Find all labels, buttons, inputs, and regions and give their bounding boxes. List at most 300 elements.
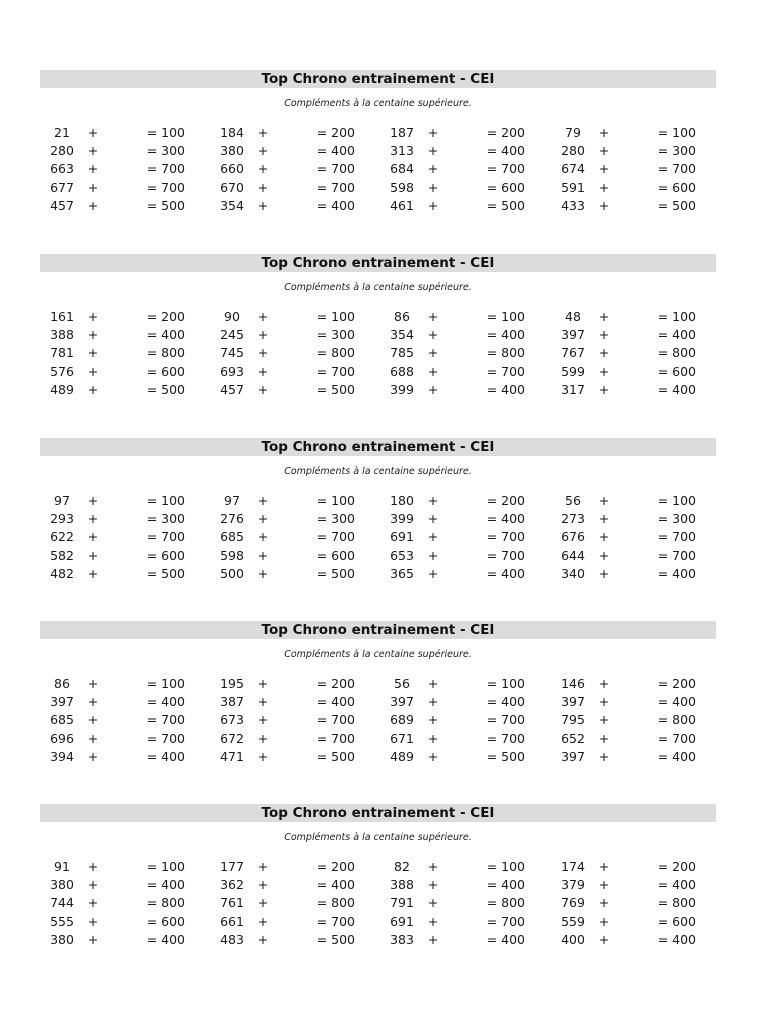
start-number: 399 bbox=[390, 511, 414, 526]
start-number: 769 bbox=[561, 895, 585, 910]
target-hundred: = 100 bbox=[486, 676, 525, 691]
plus-sign: + bbox=[257, 694, 269, 709]
start-number: 97 bbox=[224, 493, 240, 508]
exercise-row bbox=[40, 913, 716, 931]
target-hundred: = 800 bbox=[146, 895, 185, 910]
start-number: 761 bbox=[220, 895, 244, 910]
target-hundred: = 100 bbox=[146, 859, 185, 874]
start-number: 394 bbox=[50, 749, 74, 764]
section-subtitle: Compléments à la centaine supérieure. bbox=[284, 466, 472, 477]
exercise-row bbox=[40, 711, 716, 729]
plus-sign: + bbox=[87, 345, 99, 360]
start-number: 397 bbox=[561, 694, 585, 709]
target-hundred: = 400 bbox=[316, 143, 355, 158]
target-hundred: = 400 bbox=[146, 877, 185, 892]
target-hundred: = 600 bbox=[146, 364, 185, 379]
plus-sign: + bbox=[598, 749, 610, 764]
plus-sign: + bbox=[598, 712, 610, 727]
start-number: 653 bbox=[390, 548, 414, 563]
exercise-section bbox=[40, 438, 716, 584]
target-hundred: = 400 bbox=[486, 511, 525, 526]
target-hundred: = 500 bbox=[486, 198, 525, 213]
start-number: 90 bbox=[224, 309, 240, 324]
plus-sign: + bbox=[87, 364, 99, 379]
start-number: 97 bbox=[54, 493, 70, 508]
target-hundred: = 200 bbox=[146, 309, 185, 324]
target-hundred: = 700 bbox=[486, 712, 525, 727]
target-hundred: = 600 bbox=[146, 914, 185, 929]
exercise-row bbox=[40, 160, 716, 178]
section-title: Top Chrono entrainement - CEI bbox=[40, 621, 716, 639]
target-hundred: = 500 bbox=[146, 382, 185, 397]
plus-sign: + bbox=[598, 511, 610, 526]
plus-sign: + bbox=[257, 309, 269, 324]
plus-sign: + bbox=[427, 914, 439, 929]
plus-sign: + bbox=[257, 161, 269, 176]
start-number: 380 bbox=[220, 143, 244, 158]
section-title: Top Chrono entrainement - CEI bbox=[40, 438, 716, 456]
start-number: 693 bbox=[220, 364, 244, 379]
start-number: 388 bbox=[390, 877, 414, 892]
target-hundred: = 500 bbox=[316, 382, 355, 397]
section-title: Top Chrono entrainement - CEI bbox=[40, 804, 716, 822]
target-hundred: = 400 bbox=[486, 566, 525, 581]
section-subtitle: Compléments à la centaine supérieure. bbox=[284, 98, 472, 109]
start-number: 676 bbox=[561, 529, 585, 544]
plus-sign: + bbox=[427, 493, 439, 508]
exercise-row bbox=[40, 547, 716, 565]
start-number: 791 bbox=[390, 895, 414, 910]
target-hundred: = 500 bbox=[657, 198, 696, 213]
target-hundred: = 500 bbox=[486, 749, 525, 764]
exercise-row bbox=[40, 197, 716, 215]
plus-sign: + bbox=[257, 859, 269, 874]
start-number: 383 bbox=[390, 932, 414, 947]
plus-sign: + bbox=[87, 548, 99, 563]
target-hundred: = 700 bbox=[146, 529, 185, 544]
start-number: 674 bbox=[561, 161, 585, 176]
start-number: 317 bbox=[561, 382, 585, 397]
start-number: 387 bbox=[220, 694, 244, 709]
plus-sign: + bbox=[598, 932, 610, 947]
target-hundred: = 100 bbox=[316, 309, 355, 324]
target-hundred: = 500 bbox=[316, 932, 355, 947]
target-hundred: = 100 bbox=[657, 493, 696, 508]
start-number: 400 bbox=[561, 932, 585, 947]
start-number: 457 bbox=[220, 382, 244, 397]
plus-sign: + bbox=[257, 731, 269, 746]
plus-sign: + bbox=[87, 895, 99, 910]
target-hundred: = 300 bbox=[146, 143, 185, 158]
start-number: 684 bbox=[390, 161, 414, 176]
plus-sign: + bbox=[598, 895, 610, 910]
start-number: 79 bbox=[565, 125, 581, 140]
plus-sign: + bbox=[427, 198, 439, 213]
start-number: 781 bbox=[50, 345, 74, 360]
plus-sign: + bbox=[598, 493, 610, 508]
plus-sign: + bbox=[427, 180, 439, 195]
target-hundred: = 700 bbox=[486, 731, 525, 746]
start-number: 483 bbox=[220, 932, 244, 947]
plus-sign: + bbox=[598, 161, 610, 176]
target-hundred: = 400 bbox=[657, 932, 696, 947]
start-number: 688 bbox=[390, 364, 414, 379]
exercise-row bbox=[40, 894, 716, 912]
target-hundred: = 100 bbox=[657, 125, 696, 140]
target-hundred: = 800 bbox=[316, 345, 355, 360]
target-hundred: = 100 bbox=[486, 859, 525, 874]
start-number: 582 bbox=[50, 548, 74, 563]
exercise-grid bbox=[40, 308, 716, 400]
target-hundred: = 700 bbox=[316, 712, 355, 727]
target-hundred: = 400 bbox=[486, 382, 525, 397]
plus-sign: + bbox=[427, 895, 439, 910]
exercise-row bbox=[40, 363, 716, 381]
target-hundred: = 700 bbox=[657, 161, 696, 176]
target-hundred: = 100 bbox=[486, 309, 525, 324]
start-number: 56 bbox=[394, 676, 410, 691]
plus-sign: + bbox=[598, 309, 610, 324]
plus-sign: + bbox=[87, 309, 99, 324]
plus-sign: + bbox=[87, 859, 99, 874]
start-number: 696 bbox=[50, 731, 74, 746]
target-hundred: = 700 bbox=[486, 914, 525, 929]
target-hundred: = 700 bbox=[146, 161, 185, 176]
target-hundred: = 300 bbox=[657, 511, 696, 526]
target-hundred: = 400 bbox=[486, 877, 525, 892]
plus-sign: + bbox=[87, 198, 99, 213]
target-hundred: = 400 bbox=[657, 877, 696, 892]
exercise-section bbox=[40, 70, 716, 216]
start-number: 673 bbox=[220, 712, 244, 727]
plus-sign: + bbox=[427, 731, 439, 746]
start-number: 184 bbox=[220, 125, 244, 140]
start-number: 174 bbox=[561, 859, 585, 874]
target-hundred: = 600 bbox=[657, 364, 696, 379]
plus-sign: + bbox=[87, 712, 99, 727]
plus-sign: + bbox=[427, 345, 439, 360]
section-subtitle: Compléments à la centaine supérieure. bbox=[284, 649, 472, 660]
target-hundred: = 100 bbox=[657, 309, 696, 324]
plus-sign: + bbox=[427, 161, 439, 176]
plus-sign: + bbox=[257, 676, 269, 691]
target-hundred: = 400 bbox=[657, 749, 696, 764]
plus-sign: + bbox=[257, 566, 269, 581]
plus-sign: + bbox=[598, 914, 610, 929]
exercise-row bbox=[40, 142, 716, 160]
start-number: 397 bbox=[561, 749, 585, 764]
plus-sign: + bbox=[598, 198, 610, 213]
start-number: 397 bbox=[561, 327, 585, 342]
target-hundred: = 700 bbox=[316, 529, 355, 544]
start-number: 661 bbox=[220, 914, 244, 929]
target-hundred: = 700 bbox=[657, 529, 696, 544]
start-number: 795 bbox=[561, 712, 585, 727]
exercise-grid bbox=[40, 858, 716, 950]
target-hundred: = 400 bbox=[486, 143, 525, 158]
start-number: 461 bbox=[390, 198, 414, 213]
plus-sign: + bbox=[427, 309, 439, 324]
start-number: 86 bbox=[394, 309, 410, 324]
target-hundred: = 600 bbox=[316, 548, 355, 563]
start-number: 489 bbox=[390, 749, 414, 764]
start-number: 685 bbox=[50, 712, 74, 727]
start-number: 598 bbox=[220, 548, 244, 563]
exercise-row bbox=[40, 381, 716, 399]
start-number: 457 bbox=[50, 198, 74, 213]
start-number: 652 bbox=[561, 731, 585, 746]
plus-sign: + bbox=[87, 125, 99, 140]
start-number: 380 bbox=[50, 932, 74, 947]
exercise-row bbox=[40, 675, 716, 693]
start-number: 670 bbox=[220, 180, 244, 195]
target-hundred: = 700 bbox=[316, 731, 355, 746]
target-hundred: = 800 bbox=[146, 345, 185, 360]
plus-sign: + bbox=[87, 511, 99, 526]
target-hundred: = 700 bbox=[486, 548, 525, 563]
target-hundred: = 200 bbox=[657, 676, 696, 691]
plus-sign: + bbox=[87, 493, 99, 508]
start-number: 56 bbox=[565, 493, 581, 508]
exercise-row bbox=[40, 344, 716, 362]
plus-sign: + bbox=[598, 382, 610, 397]
plus-sign: + bbox=[257, 712, 269, 727]
plus-sign: + bbox=[87, 161, 99, 176]
target-hundred: = 400 bbox=[316, 198, 355, 213]
start-number: 745 bbox=[220, 345, 244, 360]
start-number: 671 bbox=[390, 731, 414, 746]
plus-sign: + bbox=[598, 859, 610, 874]
plus-sign: + bbox=[257, 493, 269, 508]
target-hundred: = 500 bbox=[316, 566, 355, 581]
start-number: 161 bbox=[50, 309, 74, 324]
target-hundred: = 300 bbox=[316, 511, 355, 526]
target-hundred: = 800 bbox=[316, 895, 355, 910]
target-hundred: = 400 bbox=[657, 327, 696, 342]
start-number: 146 bbox=[561, 676, 585, 691]
target-hundred: = 800 bbox=[657, 345, 696, 360]
section-subtitle: Compléments à la centaine supérieure. bbox=[284, 282, 472, 293]
start-number: 672 bbox=[220, 731, 244, 746]
exercise-row bbox=[40, 565, 716, 583]
plus-sign: + bbox=[427, 364, 439, 379]
start-number: 354 bbox=[390, 327, 414, 342]
start-number: 482 bbox=[50, 566, 74, 581]
target-hundred: = 600 bbox=[146, 548, 185, 563]
plus-sign: + bbox=[427, 382, 439, 397]
target-hundred: = 800 bbox=[657, 895, 696, 910]
plus-sign: + bbox=[427, 143, 439, 158]
target-hundred: = 700 bbox=[486, 161, 525, 176]
start-number: 362 bbox=[220, 877, 244, 892]
exercise-row bbox=[40, 510, 716, 528]
plus-sign: + bbox=[427, 511, 439, 526]
exercise-row bbox=[40, 528, 716, 546]
target-hundred: = 400 bbox=[486, 932, 525, 947]
start-number: 365 bbox=[390, 566, 414, 581]
start-number: 48 bbox=[565, 309, 581, 324]
plus-sign: + bbox=[87, 566, 99, 581]
plus-sign: + bbox=[87, 877, 99, 892]
plus-sign: + bbox=[427, 749, 439, 764]
start-number: 177 bbox=[220, 859, 244, 874]
start-number: 559 bbox=[561, 914, 585, 929]
plus-sign: + bbox=[257, 529, 269, 544]
start-number: 86 bbox=[54, 676, 70, 691]
plus-sign: + bbox=[598, 345, 610, 360]
start-number: 380 bbox=[50, 877, 74, 892]
start-number: 21 bbox=[54, 125, 70, 140]
plus-sign: + bbox=[257, 345, 269, 360]
target-hundred: = 400 bbox=[146, 749, 185, 764]
start-number: 180 bbox=[390, 493, 414, 508]
exercise-row bbox=[40, 931, 716, 949]
plus-sign: + bbox=[257, 548, 269, 563]
plus-sign: + bbox=[257, 382, 269, 397]
plus-sign: + bbox=[598, 364, 610, 379]
exercise-row bbox=[40, 326, 716, 344]
plus-sign: + bbox=[257, 914, 269, 929]
target-hundred: = 200 bbox=[657, 859, 696, 874]
section-title: Top Chrono entrainement - CEI bbox=[40, 254, 716, 272]
plus-sign: + bbox=[598, 125, 610, 140]
start-number: 744 bbox=[50, 895, 74, 910]
start-number: 280 bbox=[561, 143, 585, 158]
start-number: 313 bbox=[390, 143, 414, 158]
target-hundred: = 800 bbox=[486, 895, 525, 910]
target-hundred: = 700 bbox=[316, 161, 355, 176]
start-number: 340 bbox=[561, 566, 585, 581]
exercise-row bbox=[40, 693, 716, 711]
start-number: 685 bbox=[220, 529, 244, 544]
target-hundred: = 300 bbox=[146, 511, 185, 526]
plus-sign: + bbox=[427, 712, 439, 727]
target-hundred: = 200 bbox=[316, 125, 355, 140]
start-number: 576 bbox=[50, 364, 74, 379]
start-number: 555 bbox=[50, 914, 74, 929]
start-number: 660 bbox=[220, 161, 244, 176]
start-number: 500 bbox=[220, 566, 244, 581]
plus-sign: + bbox=[257, 198, 269, 213]
plus-sign: + bbox=[427, 676, 439, 691]
plus-sign: + bbox=[87, 327, 99, 342]
plus-sign: + bbox=[427, 125, 439, 140]
target-hundred: = 800 bbox=[657, 712, 696, 727]
target-hundred: = 500 bbox=[146, 566, 185, 581]
start-number: 691 bbox=[390, 914, 414, 929]
target-hundred: = 100 bbox=[316, 493, 355, 508]
plus-sign: + bbox=[598, 877, 610, 892]
start-number: 245 bbox=[220, 327, 244, 342]
start-number: 677 bbox=[50, 180, 74, 195]
target-hundred: = 700 bbox=[657, 731, 696, 746]
plus-sign: + bbox=[257, 364, 269, 379]
target-hundred: = 600 bbox=[657, 180, 696, 195]
start-number: 388 bbox=[50, 327, 74, 342]
target-hundred: = 400 bbox=[486, 327, 525, 342]
plus-sign: + bbox=[598, 676, 610, 691]
target-hundred: = 200 bbox=[486, 125, 525, 140]
exercise-row bbox=[40, 876, 716, 894]
start-number: 379 bbox=[561, 877, 585, 892]
plus-sign: + bbox=[427, 327, 439, 342]
start-number: 767 bbox=[561, 345, 585, 360]
plus-sign: + bbox=[427, 932, 439, 947]
target-hundred: = 200 bbox=[486, 493, 525, 508]
section-title: Top Chrono entrainement - CEI bbox=[40, 70, 716, 88]
start-number: 644 bbox=[561, 548, 585, 563]
exercise-row bbox=[40, 308, 716, 326]
plus-sign: + bbox=[87, 914, 99, 929]
plus-sign: + bbox=[257, 180, 269, 195]
start-number: 276 bbox=[220, 511, 244, 526]
plus-sign: + bbox=[257, 511, 269, 526]
start-number: 433 bbox=[561, 198, 585, 213]
target-hundred: = 300 bbox=[316, 327, 355, 342]
plus-sign: + bbox=[427, 859, 439, 874]
start-number: 397 bbox=[50, 694, 74, 709]
plus-sign: + bbox=[257, 143, 269, 158]
plus-sign: + bbox=[598, 548, 610, 563]
target-hundred: = 700 bbox=[146, 731, 185, 746]
start-number: 591 bbox=[561, 180, 585, 195]
plus-sign: + bbox=[427, 548, 439, 563]
exercise-section bbox=[40, 621, 716, 767]
plus-sign: + bbox=[87, 932, 99, 947]
target-hundred: = 400 bbox=[657, 566, 696, 581]
exercise-grid bbox=[40, 492, 716, 584]
plus-sign: + bbox=[257, 895, 269, 910]
plus-sign: + bbox=[257, 877, 269, 892]
exercise-row bbox=[40, 730, 716, 748]
target-hundred: = 700 bbox=[316, 914, 355, 929]
start-number: 82 bbox=[394, 859, 410, 874]
plus-sign: + bbox=[257, 932, 269, 947]
target-hundred: = 200 bbox=[316, 859, 355, 874]
start-number: 187 bbox=[390, 125, 414, 140]
start-number: 489 bbox=[50, 382, 74, 397]
exercise-grid bbox=[40, 675, 716, 767]
plus-sign: + bbox=[87, 749, 99, 764]
plus-sign: + bbox=[87, 143, 99, 158]
target-hundred: = 700 bbox=[486, 529, 525, 544]
plus-sign: + bbox=[257, 327, 269, 342]
plus-sign: + bbox=[87, 694, 99, 709]
target-hundred: = 400 bbox=[146, 327, 185, 342]
start-number: 397 bbox=[390, 694, 414, 709]
plus-sign: + bbox=[257, 749, 269, 764]
plus-sign: + bbox=[87, 529, 99, 544]
plus-sign: + bbox=[598, 529, 610, 544]
start-number: 399 bbox=[390, 382, 414, 397]
start-number: 689 bbox=[390, 712, 414, 727]
plus-sign: + bbox=[598, 327, 610, 342]
plus-sign: + bbox=[598, 180, 610, 195]
target-hundred: = 800 bbox=[486, 345, 525, 360]
start-number: 195 bbox=[220, 676, 244, 691]
target-hundred: = 100 bbox=[146, 493, 185, 508]
plus-sign: + bbox=[87, 382, 99, 397]
target-hundred: = 200 bbox=[316, 676, 355, 691]
target-hundred: = 700 bbox=[146, 180, 185, 195]
target-hundred: = 400 bbox=[657, 382, 696, 397]
target-hundred: = 700 bbox=[146, 712, 185, 727]
plus-sign: + bbox=[87, 731, 99, 746]
plus-sign: + bbox=[427, 877, 439, 892]
start-number: 273 bbox=[561, 511, 585, 526]
plus-sign: + bbox=[598, 694, 610, 709]
exercise-section bbox=[40, 254, 716, 400]
